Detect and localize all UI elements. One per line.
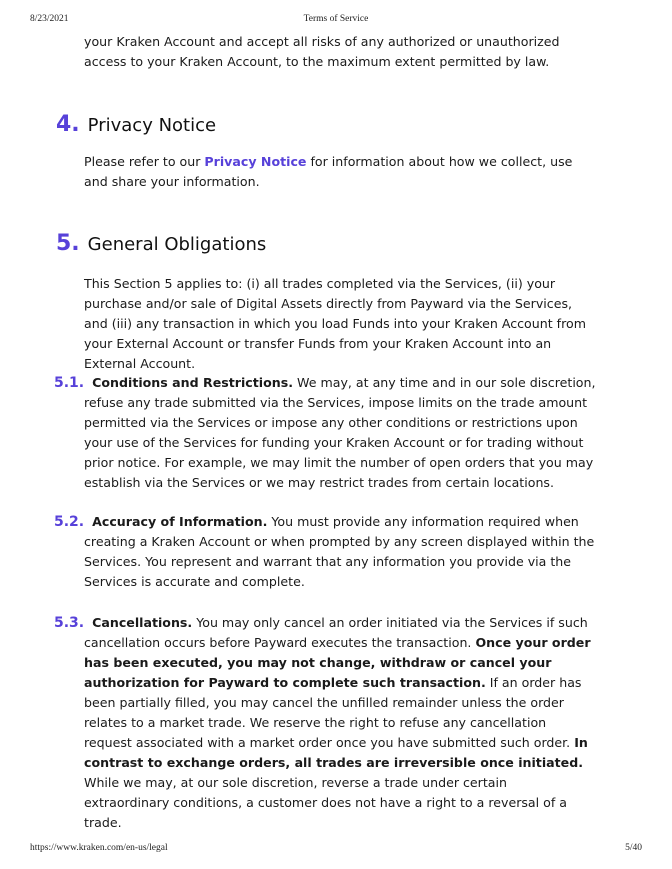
text: Please refer to our (84, 154, 205, 169)
continuation-text: your Kraken Account and accept all risks of any authorized or unauthorized access to your Kraken Account, to the maximum extent permitted by law. (84, 34, 560, 69)
bold-statement: Once your order has been executed, you may not change, withdraw or cancel your authorization for Payward to complete such transaction. (84, 635, 591, 690)
section-title: General Obligations (87, 234, 267, 255)
subsection-number: 5.3. (54, 615, 85, 631)
subsection-text: We may, at any time and in our sole discretion, refuse any trade submitted via the Services, impose limits on the trade amount permitted via the Services or impose any other conditions or restrictions upon your use of the Services for funding your Kraken Account or for trading without prior notice. For example, we may limit the number of open orders that you may establish via the Services or we may restrict trades from certain locations. (84, 375, 596, 490)
subsection-text: If an order has been partially filled, you may cancel the unfilled remainder unless the order relates to a market trade. We reserve the right to refuse any cancellation request associated with a market order once you have submitted such order. (84, 675, 582, 750)
page-url: https://www.kraken.com/en-us/legal (30, 843, 168, 853)
subsection-5-1 (56, 373, 596, 493)
subsection-title: Conditions and Restrictions. (92, 375, 293, 390)
subsection-text: You must provide any information required when creating a Kraken Account or when prompted by any screen displayed within the Services. You represent and warrant that any information you provide via the Services is accurate and complete. (84, 514, 595, 589)
section-5-heading (56, 231, 266, 256)
section-title: Privacy Notice (87, 115, 217, 136)
subsection-5-3 (56, 613, 596, 833)
continuation-paragraph (84, 32, 596, 72)
intro-text: This Section 5 applies to: (i) all trades completed via the Services, (ii) your purchase and/or sale of Digital Assets directly from Payward via the Services, and (iii) any transaction in which you load Funds into your Kraken Account from your External Account or transfer Funds from your Kraken Account into an External Account. (84, 276, 586, 371)
section-4-heading (56, 112, 216, 137)
section-number: 5. (56, 231, 80, 256)
bold-statement: In contrast to exchange orders, all trades are irreversible once initiated. (84, 735, 588, 770)
text: for information about how we collect, use and share your information. (84, 154, 573, 189)
page-header-title: Terms of Service (303, 14, 369, 24)
print-date: 8/23/2021 (30, 14, 69, 24)
section-5-intro (84, 274, 596, 374)
subsection-5-2 (56, 512, 596, 592)
subsection-title: Accuracy of Information. (92, 514, 268, 529)
subsection-title: Cancellations. (92, 615, 193, 630)
privacy-notice-link[interactable]: Privacy Notice (204, 154, 307, 169)
subsection-number: 5.2. (54, 514, 85, 530)
page-number: 5/40 (625, 843, 642, 853)
subsection-number: 5.1. (54, 375, 85, 391)
section-4-paragraph (84, 152, 596, 192)
subsection-text: While we may, at our sole discretion, reverse a trade under certain extraordinary conditions, a customer does not have a right to a reversal of a trade. (84, 775, 568, 830)
section-number: 4. (56, 112, 80, 137)
subsection-text: You may only cancel an order initiated via the Services if such cancellation occurs before Payward executes the transaction. (84, 615, 588, 650)
